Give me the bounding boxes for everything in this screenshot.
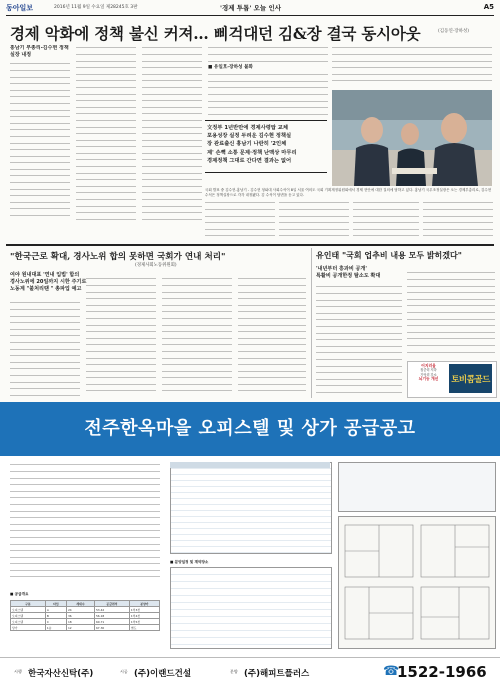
date-line: 2016년 11월 9일 수요일 제28245호 3판 — [54, 5, 138, 10]
column-divider — [311, 248, 312, 398]
left-story-column-3 — [162, 276, 232, 397]
floorplan-panel — [338, 516, 496, 649]
unit-info-table — [338, 462, 496, 512]
left-story-headline: "한국근로 확대, 경사노위 합의 못하면 국회가 연내 처리" — [10, 252, 226, 262]
price-table-graphic — [170, 462, 332, 554]
supplement-ad-brand: 토비콤골드 — [449, 364, 492, 393]
right-story-headline: 유인태 "국회 업추비 내용 모두 밝히겠다" — [316, 250, 462, 260]
ad-notice-text — [10, 462, 160, 580]
news-photo — [332, 90, 492, 186]
supply-header: ■ 공급개요 — [10, 592, 29, 596]
table-row: 상가 1층 12 67.30 별도 — [11, 625, 160, 631]
deck-line: '내년부터 흥과비 공개' — [316, 266, 367, 272]
builder-label: 시공 — [120, 669, 128, 674]
article-column-9 — [423, 200, 493, 240]
floorplan-icon — [339, 517, 495, 648]
table-header: 공급면적 — [94, 601, 129, 607]
agency-label: 분양 — [230, 669, 238, 674]
deck-line: 여야 원내대표 '연내 입법' 합의 — [10, 272, 80, 278]
table-header: 구분 — [11, 601, 46, 607]
phone-icon: ☎ — [383, 664, 400, 679]
right-story-column-1 — [316, 284, 402, 397]
pull-quote-line: 포용성장 실정 두려운 김수현 정책실 — [207, 133, 292, 140]
right-story-column-2 — [407, 270, 495, 358]
ad-claim: 기억력 감소 — [420, 372, 437, 377]
deck-line: 노동계 "불처리땐 " 총파업 예고 — [10, 286, 82, 293]
real-estate-ad-title: 전주한옥마을 오피스텔 및 상가 공급공고 — [84, 418, 416, 439]
table-header: 타입 — [45, 601, 66, 607]
pull-quote-line: 경제정책 그대로 간다면 결과는 없어 — [207, 157, 292, 164]
photo-caption: 국회 발표 중 김수현-홍남기 - 김수현 청와대 사회수석이 8일 서울 여의도 국회 기획재정위원회에서 경제 현안에 대한 질의에 답하고 있다. 홍남기 국무조정실장은 오는 경제부총리로, 김수현 수석은 정책실장으로 각각 내정됐다. 김 수석이 답변을 듣고 있다. — [205, 188, 492, 197]
article-subhead: ■ 유일호-장하성 불화 — [208, 64, 253, 70]
ad-notice-left — [10, 462, 160, 582]
left-story-column-2 — [86, 276, 156, 397]
ad-claim: 집중력 저하 — [420, 368, 437, 373]
pull-quote — [205, 120, 327, 173]
supply-table — [10, 600, 160, 631]
developer-label: 시행 — [14, 669, 22, 674]
table-header: 세대수 — [66, 601, 94, 607]
developer-name: 한국자산신탁(주) — [28, 669, 94, 679]
article-column-6 — [205, 200, 275, 240]
left-story-column-4 — [238, 276, 306, 397]
table-row: 오피스텔 A 24 53.42 1억3천 — [11, 607, 160, 613]
pull-quote-line: 文정부 1년반만에 경제사령탑 교체 — [207, 125, 289, 131]
table-header: 분양가 — [129, 601, 159, 607]
top-headline: 경제 악화에 정책 불신 커져… 삐걱대던 김&장 결국 동시아웃 — [10, 24, 421, 43]
article-column-4 — [208, 45, 328, 115]
ad-claim: 뇌기능 개선 — [418, 375, 439, 381]
article-column-5 — [332, 45, 492, 87]
pull-quote-line: 제' 손뼉 소통 문제·정책 난맥상 마무리 — [207, 149, 297, 156]
deck-line: 경사노위에 20일까지 시한 주기로 — [10, 279, 87, 286]
schedule-table-graphic — [170, 567, 332, 649]
top-headline-note: (김동연·장하성) — [438, 29, 470, 34]
schedule-header: ■ 분양일정 및 계약장소 — [170, 560, 209, 564]
builder-name: (주)이랜드건설 — [134, 669, 192, 679]
article-lead: 홍남기 부총리-김수현 정책실장 내정 — [10, 45, 69, 58]
left-story-deck — [10, 272, 90, 294]
article-column-7 — [279, 200, 349, 240]
pull-quote-line: 장 관료출신 홍남기 나란히 '2인체 — [207, 141, 287, 148]
section-rule — [6, 244, 494, 246]
left-story-column-1 — [10, 300, 80, 397]
masthead-rule — [6, 15, 494, 16]
right-story-deck — [316, 266, 380, 280]
newspaper-logo: 동아일보 — [6, 4, 34, 12]
table-row: 오피스텔 C 18 60.71 1억5천 — [11, 619, 160, 625]
table-row: 오피스텔 B 36 56.18 1억4천 — [11, 613, 160, 619]
section-title: '경제 투톱' 오늘 인사 — [220, 4, 282, 12]
phone-number[interactable]: 1522-1966 — [397, 663, 487, 681]
article-column-2 — [76, 45, 136, 220]
article-column-1 — [10, 45, 70, 220]
left-story-headline-note: (경제사회노동위원회) — [135, 263, 177, 268]
supplement-ad-claims — [410, 364, 447, 393]
agency-name: (주)해피트플러스 — [244, 669, 310, 679]
deck-line: 특활비 공개한정 탈소도 확대 — [316, 273, 381, 280]
masthead — [6, 3, 494, 14]
hearing-photo-illustration — [332, 90, 492, 186]
price-table-header-bar — [170, 462, 330, 468]
ad-claim: 어지러움 — [421, 363, 436, 368]
article-column-3 — [142, 45, 202, 220]
article-column-8 — [353, 200, 419, 240]
page-number: A5 — [483, 3, 494, 11]
